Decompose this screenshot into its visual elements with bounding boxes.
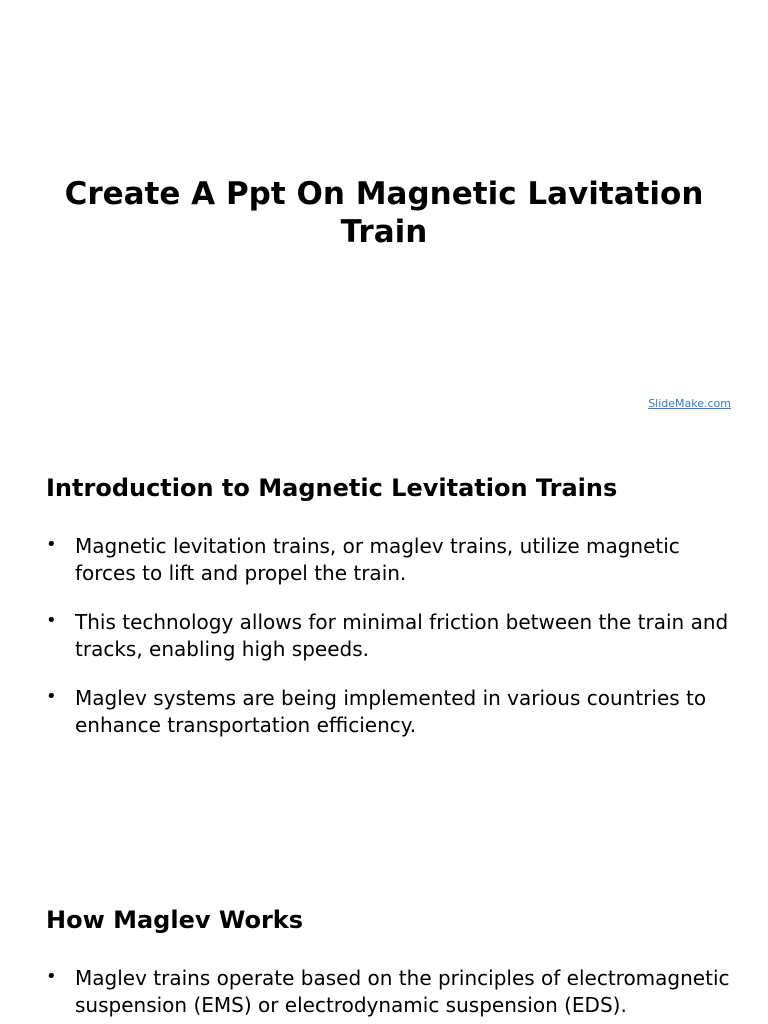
bullet-list: [46, 965, 736, 1024]
bullet-icon: •: [46, 610, 57, 631]
slidemake-link[interactable]: SlideMake.com: [648, 397, 731, 410]
slide-heading: Introduction to Magnetic Levitation Trains: [46, 474, 618, 502]
bullet-text: Magnetic levitation trains, or maglev trains, utilize magnetic forces to lift and propel the train.: [75, 534, 680, 585]
bullet-item: [46, 609, 736, 663]
bullet-text: Maglev trains operate based on the principles of electromagnetic suspension (EMS) or electrodynamic suspension (EDS).: [75, 966, 730, 1017]
bullet-text: This technology allows for minimal friction between the train and tracks, enabling high speeds.: [75, 610, 729, 661]
title-slide: [0, 0, 768, 432]
bullet-list: [46, 533, 736, 761]
introduction-slide: [0, 432, 768, 864]
bullet-item: [46, 965, 736, 1019]
bullet-item: [46, 533, 736, 587]
slide-heading: How Maglev Works: [46, 906, 304, 934]
how-maglev-works-slide: [0, 864, 768, 1024]
slide-title: Create A Ppt On Magnetic Lavitation Train: [64, 176, 704, 250]
bullet-text: Maglev systems are being implemented in various countries to enhance transportation efficiency.: [75, 686, 707, 737]
bullet-icon: •: [46, 534, 57, 555]
bullet-item: [46, 685, 736, 739]
bullet-icon: •: [46, 966, 57, 987]
bullet-icon: •: [46, 686, 57, 707]
